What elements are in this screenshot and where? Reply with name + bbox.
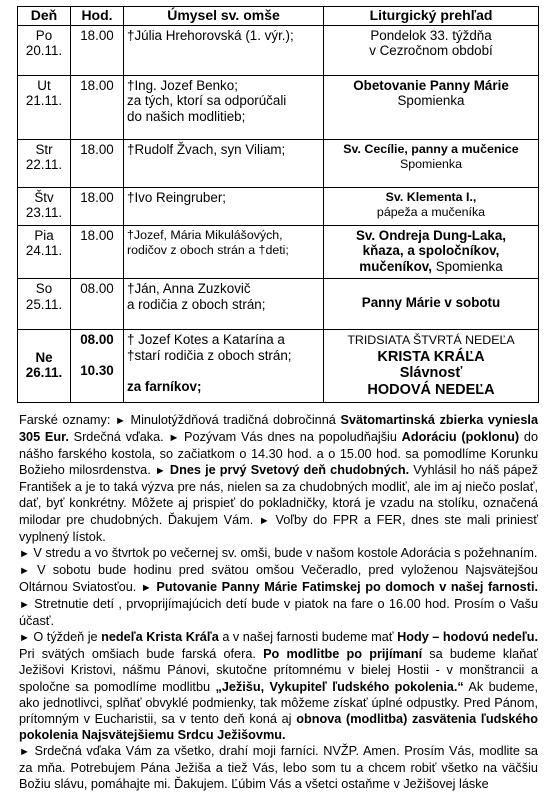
intention-cell bbox=[124, 75, 324, 139]
intention-line: rodičov z oboch strán a †deti; bbox=[127, 243, 289, 257]
day-date: 24.11. bbox=[25, 243, 63, 258]
time-cell: 18.00 bbox=[71, 139, 124, 187]
text: Vyhlásil ho náš pápež František a je to taká výzva pre nás, nielen sa za chudobných modliť, ale im aj niečo poslať, dať, byť konkrétny. Môžete aj prispieť do pokladničky, ktorá je vzadu na stolíku, označená milodar pre chudobných. Ďakujem Vám. bbox=[19, 463, 539, 527]
day-name: Štv bbox=[34, 189, 54, 205]
arrow-icon: ► bbox=[114, 415, 126, 427]
intention-cell bbox=[124, 139, 324, 187]
liturgy-cell bbox=[324, 279, 539, 330]
intention-line: †Jozef, Mária Mikulášových, bbox=[127, 227, 283, 242]
intention-cell bbox=[124, 225, 324, 279]
intention-line: a rodičia z oboch strán; bbox=[127, 296, 266, 312]
day-name: Str bbox=[35, 141, 53, 157]
text: Hody – hodovú nedeľu. bbox=[397, 630, 538, 645]
liturgy-line: mučeníkov, bbox=[359, 258, 432, 274]
announcement-paragraph bbox=[19, 629, 538, 743]
day-name: Ne bbox=[35, 349, 53, 365]
header-liturgy: Liturgický prehľad bbox=[324, 7, 539, 26]
time-value: 08.00 bbox=[80, 332, 114, 347]
table-row bbox=[18, 330, 539, 403]
intention-line: † Jozef Kotes a Katarína a bbox=[127, 332, 285, 347]
text: Po modlitbe po prijímaní bbox=[263, 647, 423, 662]
text: „Ježišu, Vykupiteľ ľudského pokolenia.“ bbox=[215, 679, 464, 694]
parish-announcements bbox=[19, 412, 538, 792]
day-date: 21.11. bbox=[25, 93, 63, 108]
day-date: 22.11. bbox=[25, 157, 63, 172]
day-date: 23.11. bbox=[25, 205, 63, 220]
intention-line: †Ivo Reingruber; bbox=[127, 189, 226, 205]
arrow-icon: ► bbox=[258, 514, 270, 527]
intention-cell bbox=[124, 279, 324, 330]
day-cell bbox=[18, 225, 71, 279]
announcement-paragraph bbox=[19, 743, 538, 792]
text: Stretnutie detí , prvoprijímajúcich detí bude v piatok na fare o 16.00 hod. Prosím o Vašu účasť. bbox=[19, 597, 538, 629]
liturgy-line: Sv. Cecílie, panny a mučenice bbox=[343, 141, 519, 156]
intention-line: †Rudolf Žvach, syn Viliam; bbox=[127, 141, 286, 157]
day-cell bbox=[18, 279, 71, 330]
header-intention: Úmysel sv. omše bbox=[124, 7, 324, 26]
liturgy-line: Slávnosť bbox=[399, 365, 463, 381]
header-time: Hod. bbox=[71, 7, 124, 26]
text: Voľby do FPR a FER, dnes ste mali priniesť vyplnený lístok. bbox=[19, 512, 538, 544]
text: O týždeň je bbox=[29, 630, 102, 645]
intention-cell bbox=[124, 187, 324, 225]
table-row bbox=[18, 75, 539, 139]
announcement-paragraph bbox=[19, 562, 538, 629]
text: Srdečná vďaka Vám za všetko, drahí moji farníci. NVŽP. Amen. Prosím Vás, modlite sa za mňa. Potrebujem Pána Ježiša a tiež Vás, lebo som tu a chcem robiť všetko na väčšiu Božiu slávu, pomáhajte mi. Ďakujem. Ľúbim Vás a všetci ostaňme v Ježišovej láske bbox=[19, 743, 538, 792]
time-cell bbox=[71, 330, 124, 403]
day-cell bbox=[18, 330, 71, 403]
header-day: Deň bbox=[18, 7, 71, 26]
text: Pri svätých omšiach bude farská ofera. bbox=[19, 647, 264, 662]
liturgy-line: Spomienka bbox=[400, 157, 462, 171]
text: V sobotu bude hodinu pred svätou omšou Večeradlo, pred vyloženou Najsvätejšou Oltárnou Sviatosťou. bbox=[19, 562, 538, 594]
mass-schedule-table bbox=[17, 6, 539, 403]
text: Farské oznamy: bbox=[19, 413, 115, 427]
arrow-icon: ► bbox=[19, 599, 30, 612]
text: do nášho farského kostola, so začiatkom o 14.30 hod. a o 15.00 hod. sa pomodlíme Korunku Božieho milosrdenstva. bbox=[19, 430, 538, 478]
time-cell: 18.00 bbox=[71, 25, 124, 75]
arrow-icon: ► bbox=[168, 432, 180, 445]
text: Ak budeme, ako jednotlivci, splňať obvyklé podmienky, tak môžeme získať úplné odpustky. Pred Pánom, prítomným v Eucharistii, sa v tento deň koná aj bbox=[19, 679, 538, 726]
day-cell bbox=[18, 75, 71, 139]
intention-line: †starí rodičia z oboch strán; bbox=[127, 347, 292, 363]
arrow-icon: ► bbox=[19, 745, 30, 758]
day-date: 26.11. bbox=[25, 365, 63, 380]
intention-line: †Ing. Jozef Benko; bbox=[127, 77, 238, 93]
day-name: Ut bbox=[37, 77, 51, 93]
time-cell: 18.00 bbox=[71, 75, 124, 139]
time-value: 10.30 bbox=[80, 363, 114, 378]
day-cell bbox=[18, 25, 71, 75]
time-cell: 08.00 bbox=[71, 279, 124, 330]
intention-line: za tých, ktorí sa odporúčali bbox=[127, 93, 287, 108]
arrow-icon: ► bbox=[154, 465, 166, 478]
intention-line: za farníkov; bbox=[127, 378, 202, 394]
text: nedeľa Krista Kráľa bbox=[101, 630, 219, 645]
intention-line: do našich modlitieb; bbox=[127, 108, 246, 124]
arrow-icon: ► bbox=[19, 547, 30, 560]
time-cell: 18.00 bbox=[71, 225, 124, 279]
text: Adoráciu (poklonu) bbox=[401, 430, 520, 445]
liturgy-cell bbox=[324, 187, 539, 225]
liturgy-line: kňaza, a spoločníkov, bbox=[362, 243, 500, 258]
table-row bbox=[18, 187, 539, 225]
liturgy-line: Pondelok 33. týždňa bbox=[370, 27, 492, 43]
liturgy-line: Obetovanie Panny Márie bbox=[353, 77, 509, 93]
liturgy-cell bbox=[324, 330, 539, 403]
text: a v našej farnosti budeme mať bbox=[218, 630, 398, 645]
announcement-paragraph bbox=[19, 545, 538, 562]
liturgy-line: pápeža a mučeníka bbox=[376, 205, 486, 219]
text: Dnes je prvý Svetový deň chudobných. bbox=[169, 463, 410, 478]
intention-cell bbox=[124, 25, 324, 75]
liturgy-line: Spomienka bbox=[397, 93, 465, 108]
liturgy-cell bbox=[324, 75, 539, 139]
day-cell bbox=[18, 139, 71, 187]
liturgy-line: Spomienka bbox=[435, 258, 503, 274]
day-name: Po bbox=[35, 27, 53, 43]
table-row bbox=[18, 139, 539, 187]
text: obnova (modlitba) zasvätenia ľudského pokolenia Najsvätejšiemu Srdcu Ježišovmu. bbox=[19, 711, 538, 742]
liturgy-cell bbox=[324, 25, 539, 75]
announcement-paragraph bbox=[19, 412, 538, 545]
text: V stredu a vo štvrtok po večernej sv. omši, bude v našom kostole Adorácia s požehnaním. bbox=[29, 545, 538, 560]
table-header-row bbox=[18, 7, 539, 26]
liturgy-cell bbox=[324, 139, 539, 187]
intention-line: †Júlia Hrehorovská (1. výr.); bbox=[127, 27, 294, 43]
intention-cell bbox=[124, 330, 324, 403]
day-name: So bbox=[35, 281, 53, 296]
table-row bbox=[18, 25, 539, 75]
arrow-icon: ► bbox=[140, 581, 152, 594]
text: sa budeme klaňať Ježišovi Kristovi, nášmu Pánovi, skutočne prítomnému v bielej Hostii - v monštrancii a spoločne sa pomodlíme modlitbu bbox=[19, 647, 538, 694]
liturgy-line: v Cezročnom období bbox=[369, 43, 493, 58]
liturgy-line: HODOVÁ NEDEĽA bbox=[367, 381, 495, 398]
liturgy-line: Sv. Ondreja Dung-Laka, bbox=[355, 227, 507, 243]
arrow-icon: ► bbox=[19, 564, 30, 577]
table-row bbox=[18, 279, 539, 330]
table-row bbox=[18, 225, 539, 279]
text: Srdečná vďaka. bbox=[68, 430, 169, 445]
day-name: Pia bbox=[34, 227, 54, 243]
day-date: 25.11. bbox=[25, 296, 63, 312]
day-date: 20.11. bbox=[25, 43, 63, 58]
text: Svätomartinská zbierka vyniesla 305 Eur. bbox=[19, 413, 538, 445]
day-cell bbox=[18, 187, 71, 225]
time-cell: 18.00 bbox=[71, 187, 124, 225]
text: Pozývam Vás dnes na popoludňajšiu bbox=[179, 430, 402, 445]
liturgy-line: Sv. Klementa I., bbox=[385, 189, 477, 204]
liturgy-line: Panny Márie v sobotu bbox=[361, 295, 501, 311]
liturgy-line: KRISTA KRÁĽA bbox=[377, 348, 485, 365]
text: Minulotýždňová tradičná dobročinná bbox=[125, 413, 341, 427]
text: Putovanie Panny Márie Fatimskej po domoch v našej farnosti. bbox=[156, 579, 539, 594]
liturgy-cell bbox=[324, 225, 539, 279]
intention-line: †Ján, Anna Zuzkovič bbox=[127, 281, 251, 296]
liturgy-line: TRIDSIATA ŠTVRTÁ NEDEĽA bbox=[347, 333, 515, 347]
arrow-icon: ► bbox=[19, 632, 30, 645]
